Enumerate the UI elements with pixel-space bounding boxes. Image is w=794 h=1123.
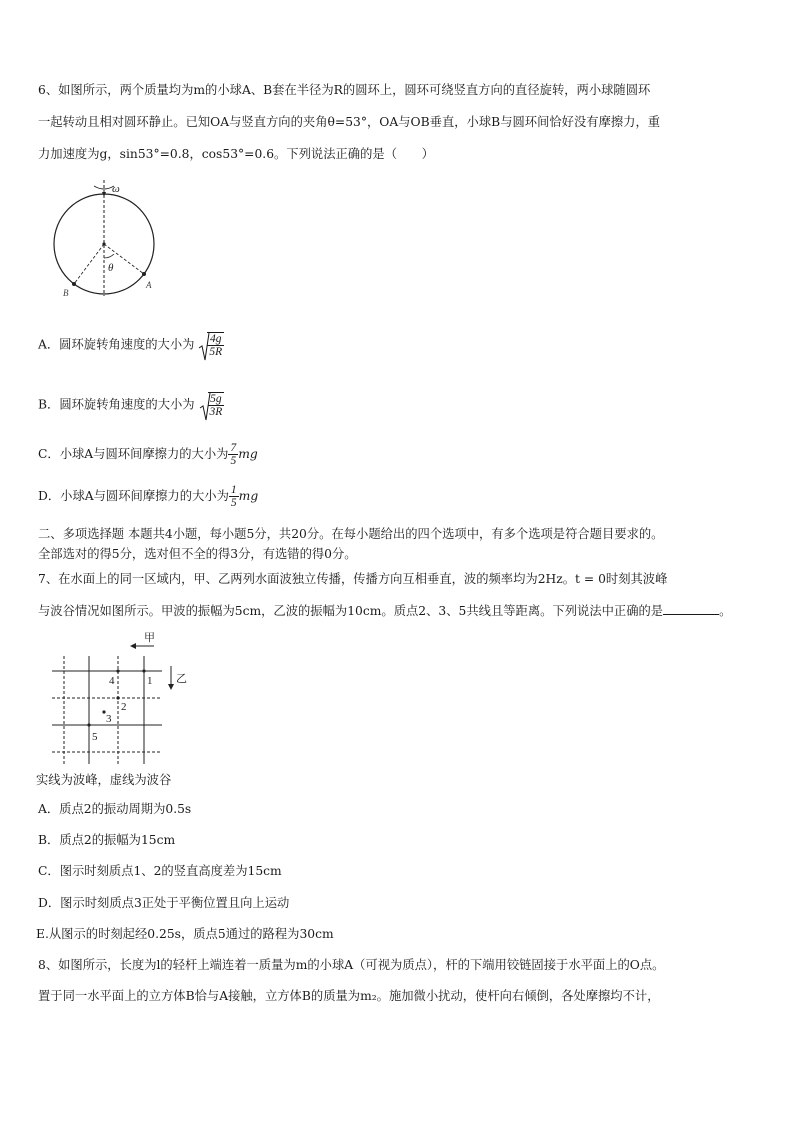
point-4-label: 4 [109,675,115,687]
q6-line-2: 一起转动且相对圆环静止。已知OA与竖直方向的夹角θ=53°，OA与OB垂直，小球B与圆环间恰好没有摩擦力，重 [38,115,661,129]
q6-option-c-text: C．小球A与圆环间摩擦力的大小为 [38,447,229,461]
q6-option-a-text: A．圆环旋转角速度的大小为 [38,337,195,352]
sqrt-expression: $\frac{5g}{3R}$ [199,392,225,418]
point-3-label: 3 [106,713,112,725]
q7-option-d[interactable]: D．图示时刻质点3正处于平衡位置且向上运动 [38,896,290,910]
section2-line-1: 二、多项选择题 本题共4小题，每小题5分，共20分。在每小题给出的四个选项中，有多个选项是符合题目要求的。 [38,527,664,541]
answer-blank[interactable] [663,602,719,615]
ball-b [72,282,76,286]
q8-line-1: 8、如图所示，长度为l的轻杆上端连着一质量为m的小球A（可视为质点），杆的下端用铰链固接于水平面上的O点。 [38,958,665,972]
q7-option-e[interactable]: E.从图示的时刻起经0.25s，质点5通过的路程为30cm [36,927,334,941]
theta-arc [104,254,114,258]
q7-figure-caption: 实线为波峰，虚线为波谷 [36,773,172,787]
omega-label: ω [112,183,120,195]
ball-a [142,272,146,276]
q6-line-1: 6、如图所示，两个质量均为m的小球A、B套在半径为R的圆环上，圆环可绕竖直方向的直径旋转，两小球随圆环 [38,83,651,97]
point-2-label: 2 [121,701,127,713]
arrow-down-icon [168,684,174,690]
arrow-left-icon [130,643,136,649]
q7-option-b[interactable]: B．质点2的振幅为15cm [38,833,176,847]
q6-option-c[interactable] [38,442,258,467]
radius-ob [74,244,104,284]
q6-option-d-text: D．小球A与圆环间摩擦力的大小为 [38,489,229,503]
wave-yi-label: 乙 [176,673,187,685]
point-1-label: 1 [147,675,153,687]
mg-term: mg [238,489,259,503]
ring-figure [50,178,166,300]
fraction: $\frac{1}{5}$ [230,484,237,509]
sqrt-expression: $\frac{4g}{5R}$ [198,332,224,358]
mg-term: mg [238,447,258,461]
wave-figure [46,628,196,768]
q7-option-a[interactable]: A．质点2的振动周期为0.5s [38,802,192,816]
theta-label: θ [108,262,114,274]
section2-line-2: 全部选对的得5分，选对但不全的得3分，有选错的得0分。 [38,547,357,561]
ball-a-label: A [146,280,152,290]
q6-option-d[interactable] [38,484,258,509]
q6-line-3: 力加速度为g，sin53°=0.8，cos53°=0.6。下列说法正确的是（ ） [38,147,434,161]
q6-option-b-text: B．圆环旋转角速度的大小为 [38,397,195,412]
ball-b-label: B [63,288,69,298]
q7-line-1: 7、在水面上的同一区域内，甲、乙两列水面波独立传播，传播方向互相垂直，波的频率均为2Hz。t = 0时刻其波峰 [38,572,668,586]
q6-option-b[interactable] [38,392,224,418]
q8-line-2: 置于同一水平面上的立方体B恰与A接触，立方体B的质量为m₂。施加微小扰动，使杆向右倾倒，各处摩擦均不计， [38,989,660,1003]
point-5-label: 5 [92,731,98,743]
fraction: $\frac{7}{5}$ [230,442,237,467]
q7-line-2 [38,602,731,619]
q7-line-2-end: 。 [719,604,732,618]
q6-option-a[interactable] [38,332,224,358]
wave-jia-label: 甲 [144,632,155,644]
q7-line-2-text: 与波谷情况如图所示。甲波的振幅为5cm，乙波的振幅为10cm。质点2、3、5共线且等距离。下列说法中正确的是 [38,604,664,618]
q7-option-c[interactable]: C．图示时刻质点1、2的竖直高度差为15cm [38,864,282,878]
